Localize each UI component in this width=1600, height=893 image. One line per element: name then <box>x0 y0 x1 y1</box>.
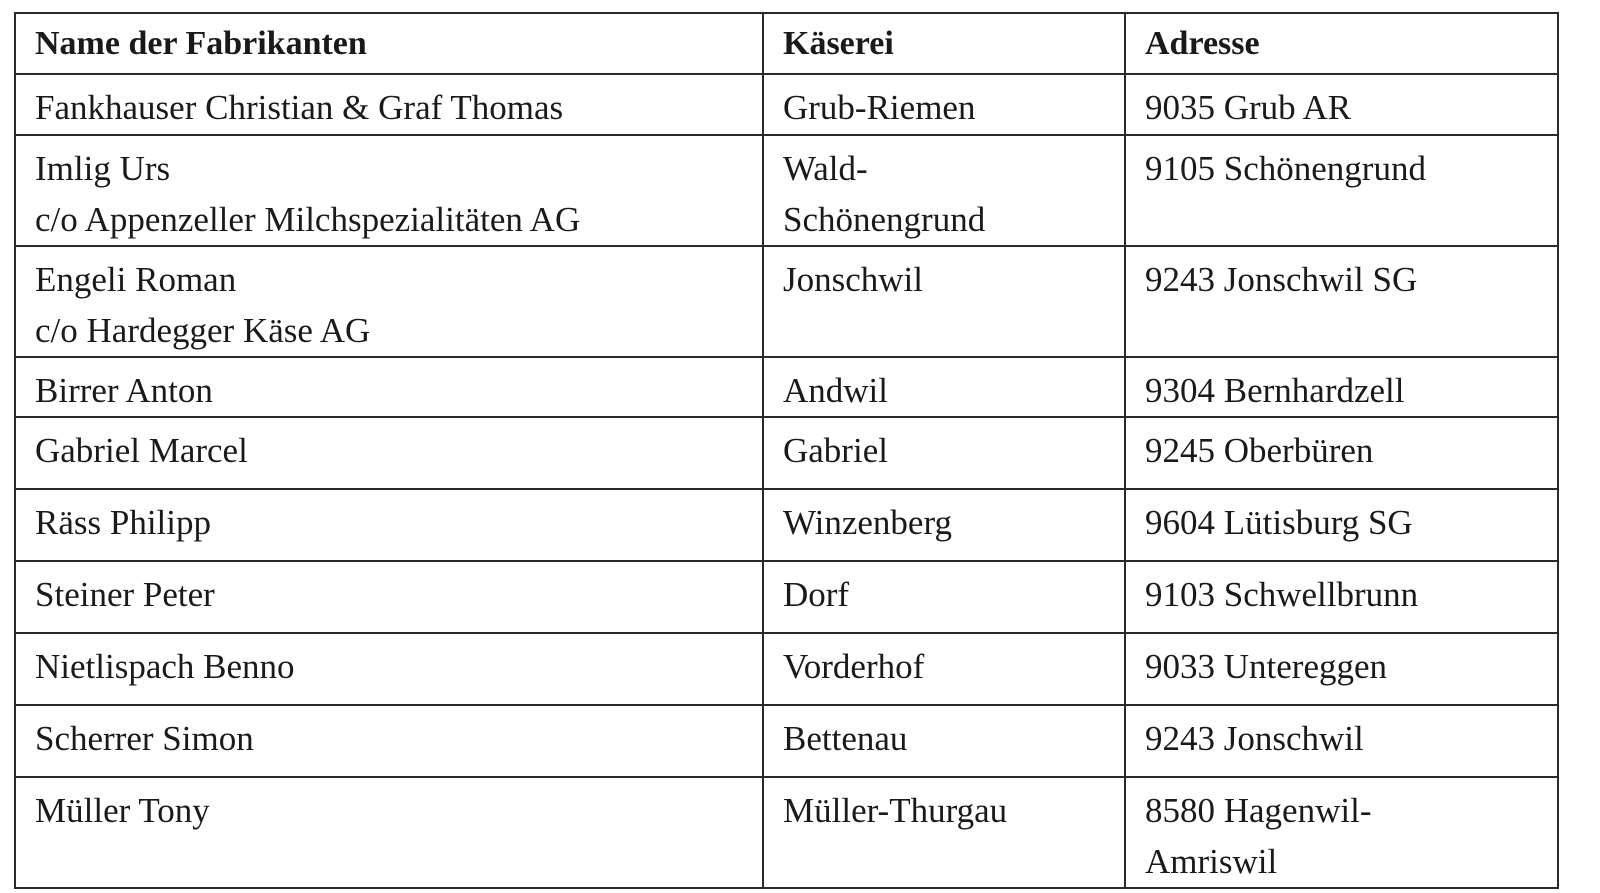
cell-name: Fankhauser Christian & Graf Thomas <box>15 74 763 135</box>
cell-name: Scherrer Simon <box>15 705 763 777</box>
table-row <box>15 74 1558 135</box>
header-adresse: Adresse <box>1125 13 1558 74</box>
header-kaeserei: Käserei <box>763 13 1125 74</box>
cell-adresse: 9304 Bernhardzell <box>1125 357 1558 417</box>
cell-adresse: 9103 Schwellbrunn <box>1125 561 1558 633</box>
cell-kaeserei: Andwil <box>763 357 1125 417</box>
cell-name: Räss Philipp <box>15 489 763 561</box>
cell-adresse: 9243 Jonschwil SG <box>1125 246 1558 357</box>
cell-name: Nietlispach Benno <box>15 633 763 705</box>
cell-kaeserei: Gabriel <box>763 417 1125 489</box>
cell-name: Gabriel Marcel <box>15 417 763 489</box>
cell-adresse: 9105 Schönengrund <box>1125 135 1558 246</box>
cell-kaeserei: Dorf <box>763 561 1125 633</box>
table-row <box>15 135 1558 246</box>
cell-name: Steiner Peter <box>15 561 763 633</box>
cell-kaeserei: Grub-Riemen <box>763 74 1125 135</box>
cell-adresse: 9245 Oberbüren <box>1125 417 1558 489</box>
table-row <box>15 246 1558 357</box>
table-row <box>15 705 1558 777</box>
cell-name: Engeli Roman c/o Hardegger Käse AG <box>15 246 763 357</box>
cell-adresse: 9035 Grub AR <box>1125 74 1558 135</box>
cell-kaeserei: Winzenberg <box>763 489 1125 561</box>
table-row <box>15 357 1558 417</box>
cell-kaeserei: Vorderhof <box>763 633 1125 705</box>
cell-adresse: 8580 Hagenwil- Amriswil <box>1125 777 1558 888</box>
cell-kaeserei: Jonschwil <box>763 246 1125 357</box>
cell-kaeserei: Bettenau <box>763 705 1125 777</box>
cell-adresse: 9033 Untereggen <box>1125 633 1558 705</box>
table-row <box>15 561 1558 633</box>
cell-kaeserei: Müller-Thurgau <box>763 777 1125 888</box>
cell-adresse: 9604 Lütisburg SG <box>1125 489 1558 561</box>
cell-name: Birrer Anton <box>15 357 763 417</box>
cell-name: Imlig Urs c/o Appenzeller Milchspezialitäten AG <box>15 135 763 246</box>
cheese-makers-table-wrapper <box>14 12 1557 889</box>
table-row <box>15 489 1558 561</box>
table-header-row <box>15 13 1558 74</box>
cell-kaeserei: Wald- Schönengrund <box>763 135 1125 246</box>
cheese-makers-table <box>14 12 1559 889</box>
cell-name: Müller Tony <box>15 777 763 888</box>
header-name: Name der Fabrikanten <box>15 13 763 74</box>
table-row <box>15 633 1558 705</box>
cell-adresse: 9243 Jonschwil <box>1125 705 1558 777</box>
table-row <box>15 417 1558 489</box>
table-row <box>15 777 1558 888</box>
